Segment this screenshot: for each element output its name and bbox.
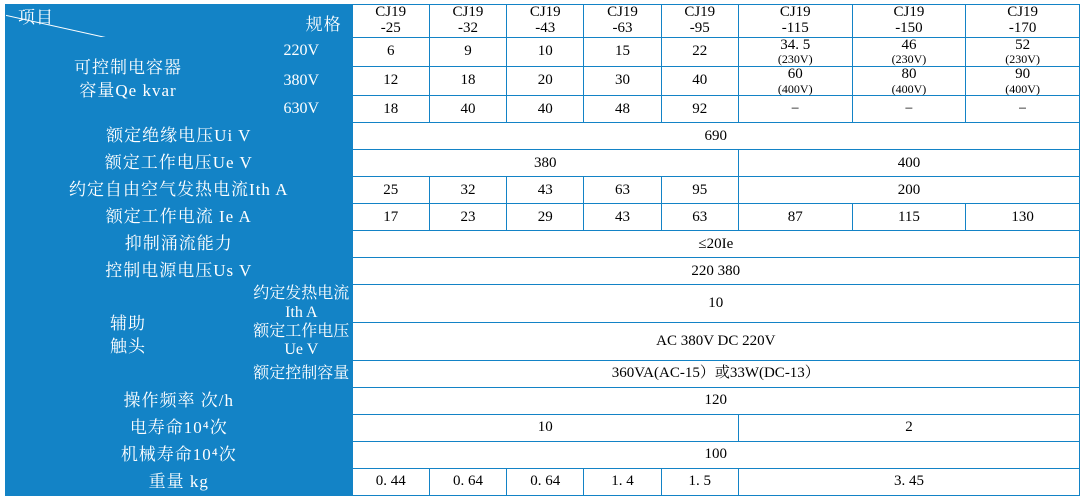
value-rated-insulation-voltage: 690 [352,123,1079,150]
row-label-weight: 重量 kg [6,468,353,495]
row-label-electrical-life: 电寿命10⁴次 [6,414,353,441]
table-row-capacitance-220v [6,37,1080,66]
cap-630v-cj19-95: 92 [661,96,738,123]
cap-220v-cj19-25: 6 [352,37,429,66]
value-control-supply-voltage: 220 380 [352,258,1079,285]
row-label-aux-thermal-current: 约定发热电流Ith A [251,285,353,323]
capacitance-voltage-380v: 380V [251,66,353,95]
capacitance-voltage-630v: 630V [251,96,353,123]
row-label-rated-insulation-voltage: 额定绝缘电压Ui V [6,123,353,150]
value-aux-rated-control-capacity: 360VA(AC-15）或33W(DC-13） [352,360,1079,387]
cap-220v-cj19-150: 46 (230V) [852,37,966,66]
value-weight-cj19-32: 0. 64 [429,468,506,495]
cap-380v-cj19-95: 40 [661,66,738,95]
cap-380v-cj19-170: 90 (400V) [966,66,1080,95]
row-label-rated-operating-current: 额定工作电流 Ie A [6,204,353,231]
aux-group-label: 辅助 触头 [6,285,251,388]
value-thermal-current-cj19-63: 63 [584,177,661,204]
model-header-2: CJ19 -32 [429,5,506,38]
value-weight-cj19-95: 1. 5 [661,468,738,495]
value-thermal-current-cj19-25: 25 [352,177,429,204]
value-rated-operating-voltage-380: 380 [352,150,738,177]
corner-col-label: 规格 [305,14,342,34]
value-thermal-current-large: 200 [738,177,1079,204]
model-header-5: CJ19 -95 [661,5,738,38]
value-rated-current-cj19-32: 23 [429,204,506,231]
cap-220v-cj19-115: 34. 5 (230V) [738,37,852,66]
table-row-control-supply-voltage [6,258,1080,285]
model-header-6: CJ19 -115 [738,5,852,38]
value-rated-current-cj19-25: 17 [352,204,429,231]
value-rated-current-cj19-115: 87 [738,204,852,231]
value-rated-current-cj19-150: 115 [852,204,966,231]
table-row-rated-insulation-voltage [6,123,1080,150]
row-label-mechanical-life: 机械寿命10⁴次 [6,441,353,468]
cap-380v-cj19-115: 60 (400V) [738,66,852,95]
cap-630v-cj19-25: 18 [352,96,429,123]
model-header-3: CJ19 -43 [507,5,584,38]
model-header-7: CJ19 -150 [852,5,966,38]
table-row-operating-frequency [6,387,1080,414]
table-row-mechanical-life [6,441,1080,468]
capacitance-group-label: 可控制电容器 容量Qe kvar [6,37,251,123]
cap-220v-cj19-95: 22 [661,37,738,66]
cap-630v-cj19-150: − [852,96,966,123]
value-weight-cj19-63: 1. 4 [584,468,661,495]
value-weight-cj19-43: 0. 64 [507,468,584,495]
value-weight-cj19-25: 0. 44 [352,468,429,495]
row-label-aux-rated-operating-voltage: 额定工作电压Ue V [251,322,353,360]
cap-380v-cj19-63: 30 [584,66,661,95]
table-row-rated-operating-voltage [6,150,1080,177]
value-thermal-current-cj19-95: 95 [661,177,738,204]
cap-380v-cj19-25: 12 [352,66,429,95]
cap-630v-cj19-115: − [738,96,852,123]
cap-220v-cj19-43: 10 [507,37,584,66]
value-aux-rated-operating-voltage: AC 380V DC 220V [352,322,1079,360]
value-rated-current-cj19-63: 43 [584,204,661,231]
row-label-aux-rated-control-capacity: 额定控制容量 [251,360,353,387]
corner-row-label: 项目 [18,8,54,27]
diagonal-split-box [6,5,352,37]
row-label-thermal-current: 约定自由空气发热电流Ith A [6,177,353,204]
diagonal-divider-line [6,9,352,36]
model-header-8: CJ19 -170 [966,5,1080,38]
table-row-weight [6,468,1080,495]
value-rated-current-cj19-43: 29 [507,204,584,231]
value-mechanical-life: 100 [352,441,1079,468]
row-label-control-supply-voltage: 控制电源电压Us V [6,258,353,285]
specification-table [5,4,1080,496]
table-row-conventional-free-air-thermal-current [6,177,1080,204]
cap-220v-cj19-170: 52 (230V) [966,37,1080,66]
table-header-row [6,5,1080,38]
spec-sheet-page [0,4,1085,491]
value-weight-large: 3. 45 [738,468,1079,495]
cap-380v-cj19-43: 20 [507,66,584,95]
table-row-inrush-current-suppression [6,231,1080,258]
table-row-rated-operating-current [6,204,1080,231]
value-rated-current-cj19-95: 63 [661,204,738,231]
row-label-inrush-suppression: 抑制涌流能力 [6,231,353,258]
cap-380v-cj19-150: 80 (400V) [852,66,966,95]
cap-630v-cj19-63: 48 [584,96,661,123]
value-aux-thermal-current: 10 [352,285,1079,323]
value-operating-frequency: 120 [352,387,1079,414]
model-header-1: CJ19 -25 [352,5,429,38]
value-electrical-life-large: 2 [738,414,1079,441]
cap-220v-cj19-63: 15 [584,37,661,66]
value-inrush-suppression: ≤20Ie [352,231,1079,258]
value-rated-operating-voltage-400: 400 [738,150,1079,177]
value-electrical-life-small: 10 [352,414,738,441]
value-thermal-current-cj19-43: 43 [507,177,584,204]
table-row-electrical-life [6,414,1080,441]
capacitance-voltage-220v: 220V [251,37,353,66]
cap-220v-cj19-32: 9 [429,37,506,66]
cap-380v-cj19-32: 18 [429,66,506,95]
value-rated-current-cj19-170: 130 [966,204,1080,231]
model-header-4: CJ19 -63 [584,5,661,38]
table-row-aux-thermal-current [6,285,1080,323]
corner-header-cell [6,5,353,38]
value-thermal-current-cj19-32: 32 [429,177,506,204]
row-label-operating-frequency: 操作频率 次/h [6,387,353,414]
cap-630v-cj19-43: 40 [507,96,584,123]
cap-630v-cj19-170: − [966,96,1080,123]
row-label-rated-operating-voltage: 额定工作电压Ue V [6,150,353,177]
cap-630v-cj19-32: 40 [429,96,506,123]
